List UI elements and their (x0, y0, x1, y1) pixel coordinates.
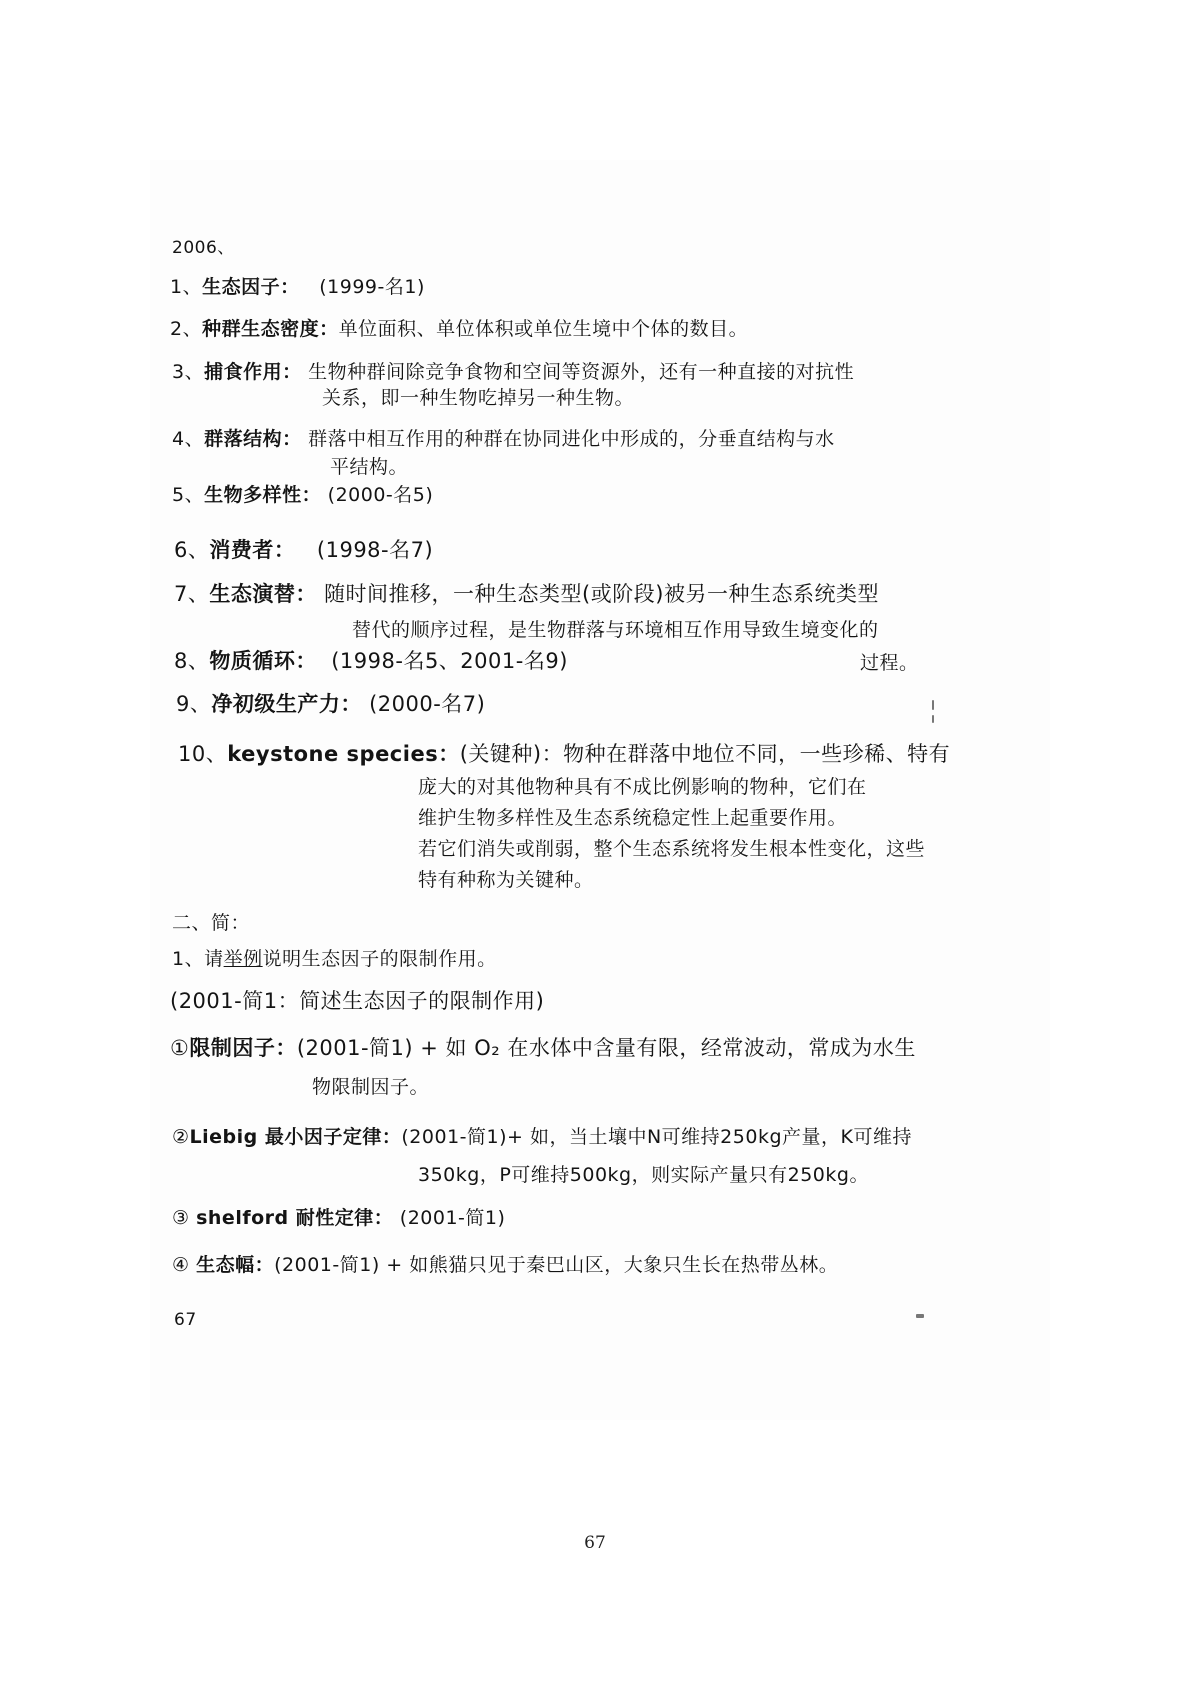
item-10-line-2: 庞大的对其他物种具有不成比例影响的物种，它们在 (418, 776, 867, 798)
question-num: 1、 (172, 948, 205, 970)
item-term: 生态因子： (202, 276, 300, 298)
point-4 (172, 1250, 838, 1277)
item-term: 捕食作用： (204, 361, 302, 383)
scan-page-mark: 67 (174, 1310, 197, 1330)
item-text: (2000-名7) (369, 692, 486, 716)
item-num: 5、 (172, 484, 205, 506)
item-text: (1999-名1) (319, 276, 425, 298)
question-part-b: 举例 (223, 948, 263, 970)
year-heading: 2006、 (172, 238, 235, 258)
item-term: keystone species： (227, 742, 460, 766)
point-1 (170, 1032, 916, 1062)
item-6 (174, 534, 433, 564)
item-4 (172, 424, 835, 451)
item-text: (1998-名7) (316, 538, 434, 562)
point-term: shelford 耐性定律： (196, 1207, 394, 1229)
item-num: 10、 (178, 742, 228, 766)
item-text: (关键种)：物种在群落中地位不同，一些珍稀、特有 (459, 742, 951, 766)
point-mark: ① (170, 1036, 190, 1060)
point-term: Liebig 最小因子定律： (189, 1126, 402, 1148)
item-3 (172, 357, 854, 384)
item-10 (178, 738, 950, 768)
scan-speck (932, 700, 934, 710)
item-term: 种群生态密度： (202, 318, 339, 340)
item-num: 9、 (176, 692, 212, 716)
point-mark: ④ (172, 1254, 190, 1276)
item-7-line-3: 过程。 (860, 652, 919, 674)
item-7 (174, 578, 879, 608)
point-text: (2001-简1) + 如熊猫只见于秦巴山区，大象只生长在热带丛林。 (274, 1254, 839, 1276)
item-term: 净初级生产力： (211, 692, 362, 716)
item-text: (2000-名5) (327, 484, 434, 506)
question-part-c: 说明生态因子的限制作用。 (262, 948, 497, 970)
scan-speck (916, 1314, 924, 1318)
item-text: 随时间推移，一种生态类型(或阶段)被另一种生态系统类型 (324, 582, 879, 606)
item-9 (176, 688, 485, 718)
item-8 (174, 645, 568, 675)
item-term: 物质循环： (209, 649, 317, 673)
item-text: 生物种群间除竞争食物和空间等资源外，还有一种直接的对抗性 (308, 361, 855, 383)
point-term: 生态幅： (196, 1254, 275, 1276)
item-num: 7、 (174, 582, 210, 606)
item-1 (170, 272, 425, 299)
item-text: 群落中相互作用的种群在协同进化中形成的，分垂直结构与水 (308, 428, 835, 450)
point-term: 限制因子： (189, 1036, 297, 1060)
point-text: (2001-简1)+ 如，当土壤中N可维持250kg产量，K可维持 (401, 1126, 912, 1148)
point-text: (2001-简1) + 如 O₂ 在水体中含量有限，经常波动，常成为水生 (296, 1036, 916, 1060)
item-3-line-2: 关系，即一种生物吃掉另一种生物。 (322, 387, 635, 409)
point-2-line-2: 350kg，P可维持500kg，则实际产量只有250kg。 (418, 1164, 869, 1186)
scan-speck (932, 715, 934, 723)
item-num: 6、 (174, 538, 210, 562)
item-num: 8、 (174, 649, 210, 673)
item-num: 2、 (170, 318, 203, 340)
item-5 (172, 480, 433, 507)
item-term: 生物多样性： (204, 484, 322, 506)
item-num: 3、 (172, 361, 205, 383)
item-10-line-4: 若它们消失或削弱，整个生态系统将发生根本性变化，这些 (418, 838, 926, 860)
point-text: (2001-简1) (399, 1207, 506, 1229)
point-mark: ② (172, 1126, 190, 1148)
point-1-line-2: 物限制因子。 (312, 1076, 430, 1098)
item-text: 单位面积、单位体积或单位生境中个体的数目。 (338, 318, 749, 340)
item-term: 生态演替： (209, 582, 317, 606)
point-2 (172, 1122, 912, 1149)
item-text: (1998-名5、2001-名9) (331, 649, 568, 673)
item-term: 消费者： (209, 538, 296, 562)
item-2 (170, 314, 748, 341)
item-10-line-5: 特有种称为关键种。 (418, 869, 594, 891)
item-num: 1、 (170, 276, 203, 298)
point-3 (172, 1203, 505, 1230)
page-number: 67 (584, 1533, 606, 1553)
item-num: 4、 (172, 428, 205, 450)
question-1 (172, 944, 497, 971)
item-7-line-2: 替代的顺序过程，是生物群落与环境相互作用导致生境变化的 (352, 619, 879, 641)
point-mark: ③ (172, 1207, 190, 1229)
question-1-reference: (2001-简1：简述生态因子的限制作用) (170, 989, 545, 1013)
question-part-a: 请 (204, 948, 224, 970)
item-term: 群落结构： (204, 428, 302, 450)
item-4-line-2: 平结构。 (330, 456, 409, 478)
item-10-line-3: 维护生物多样性及生态系统稳定性上起重要作用。 (418, 807, 848, 829)
section-2-heading: 二、简： (172, 912, 251, 934)
